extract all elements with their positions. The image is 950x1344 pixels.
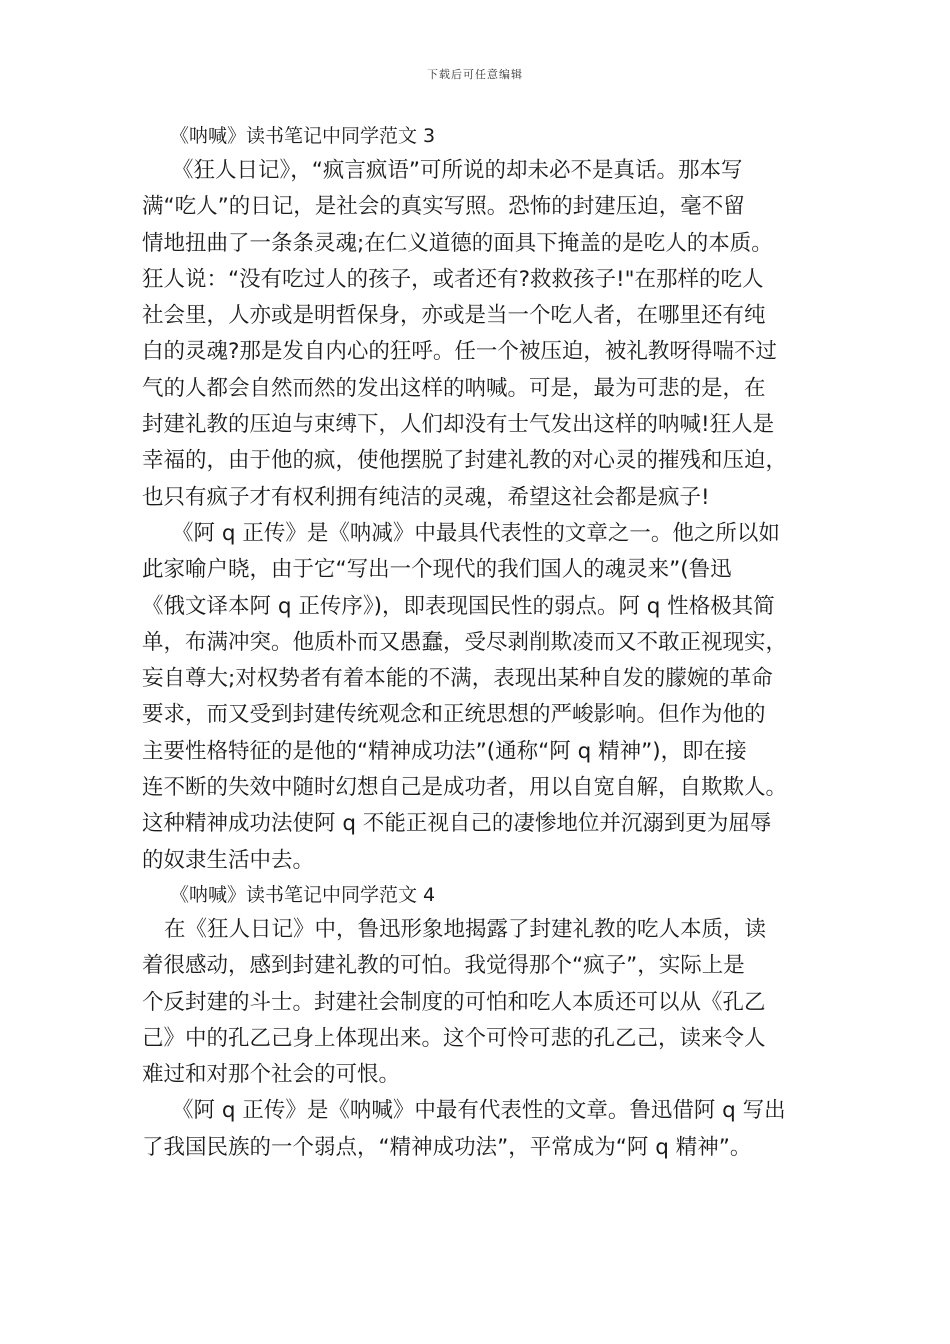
paragraph-line: 妄自尊大;对权势者有着本能的不满，表现出某种自发的朦婉的革命 (142, 666, 773, 692)
header-note: 下载后可任意编辑 (427, 68, 523, 81)
paragraph-line: 封建礼教的压迫与束缚下，人们却没有士气发出这样的呐喊!狂人是 (142, 412, 775, 438)
paragraph-line: 气的人都会自然而然的发出这样的呐喊。可是，最为可悲的是，在 (142, 375, 766, 401)
paragraph-line: 情地扭曲了一条条灵魂;在仁义道德的面具下掩盖的是吃人的本质。 (142, 230, 773, 256)
paragraph-line: 《狂人日记》，“疯言疯语”可所说的却未必不是真话。那本写 (172, 158, 743, 183)
paragraph-line: 幸福的，由于他的疯，使他摆脱了封建礼教的对心灵的摧残和压迫， (142, 448, 788, 474)
paragraph-line: 狂人说：“没有吃过人的孩子，或者还有?救救孩子!"在那样的吃人 (142, 266, 764, 292)
document-body (142, 120, 822, 1166)
paragraph-line: 己》中的孔乙己身上体现出来。这个可怜可悲的孔乙己，读来令人 (142, 1025, 766, 1051)
paragraph-line: 也只有疯子才有权利拥有纯洁的灵魂，希望这社会都是疯子! (142, 484, 710, 510)
paragraph-line: 《阿 q 正传》是《呐减》中最具代表性的文章之一。他之所以如 (172, 520, 780, 546)
paragraph-line: 个反封建的斗士。封建社会制度的可怕和吃人本质还可以从《孔乙 (142, 989, 766, 1015)
paragraph-3 (142, 912, 822, 1093)
paragraph-1 (142, 153, 822, 516)
paragraph-line: 单，布满冲突。他质朴而又愚蠢，受尽剥削欺凌而又不敢正视现实， (142, 629, 788, 655)
paragraph-line: 在《狂人日记》中，鲁迅形象地揭露了封建礼教的吃人本质，读 (164, 916, 767, 942)
paragraph-line: 此家喻户晓，由于它“写出一个现代的我们国人的魂灵来”(鲁迅 (142, 557, 732, 583)
paragraph-line: 要求，而又受到封建传统观念和正统思想的严峻影响。但作为他的 (142, 702, 766, 728)
section-4-title: 《呐喊》读书笔记中同学范文 4 (170, 883, 436, 906)
paragraph-line: 连不断的失效中随时幻想自己是成功者，用以自宽自解，自欺欺人。 (142, 775, 788, 801)
paragraph-line: 满“吃人”的日记，是社会的真实写照。恐怖的封建压迫，毫不留 (142, 194, 745, 220)
paragraph-line: 难过和对那个社会的可恨。 (142, 1062, 401, 1088)
paragraph-line: 社会里，人亦或是明哲保身，亦或是当一个吃人者，在哪里还有纯 (142, 303, 766, 329)
section-3-title: 《呐喊》读书笔记中同学范文 3 (170, 125, 436, 147)
paragraph-line: 《阿 q 正传》是《呐喊》中最有代表性的文章。鲁迅借阿 q 写出 (172, 1098, 786, 1124)
paragraph-line: 了我国民族的一个弱点，“精神成功法”，平常成为“阿 q 精神”。 (142, 1134, 752, 1160)
paragraph-line: 主要性格特征的是他的“精神成功法”(通称“阿 q 精神”)，即在接 (142, 738, 747, 764)
paragraph-line: 《俄文译本阿 q 正传序》)，即表现国民性的弱点。阿 q 性格极其简 (142, 593, 775, 619)
paragraph-line: 的奴隶生活中去。 (142, 847, 315, 873)
paragraph-line: 这种精神成功法使阿 q 不能正视自己的凄惨地位并沉溺到更为屈辱 (142, 811, 772, 837)
paragraph-4 (142, 1093, 822, 1166)
paragraph-line: 白的灵魂?那是发自内心的狂呼。任一个被压迫，被礼教呀得喘不过 (142, 339, 777, 365)
paragraph-2 (142, 516, 822, 879)
paragraph-line: 着很感动，感到封建礼教的可怕。我觉得那个“疯子”，实际上是 (142, 953, 745, 979)
